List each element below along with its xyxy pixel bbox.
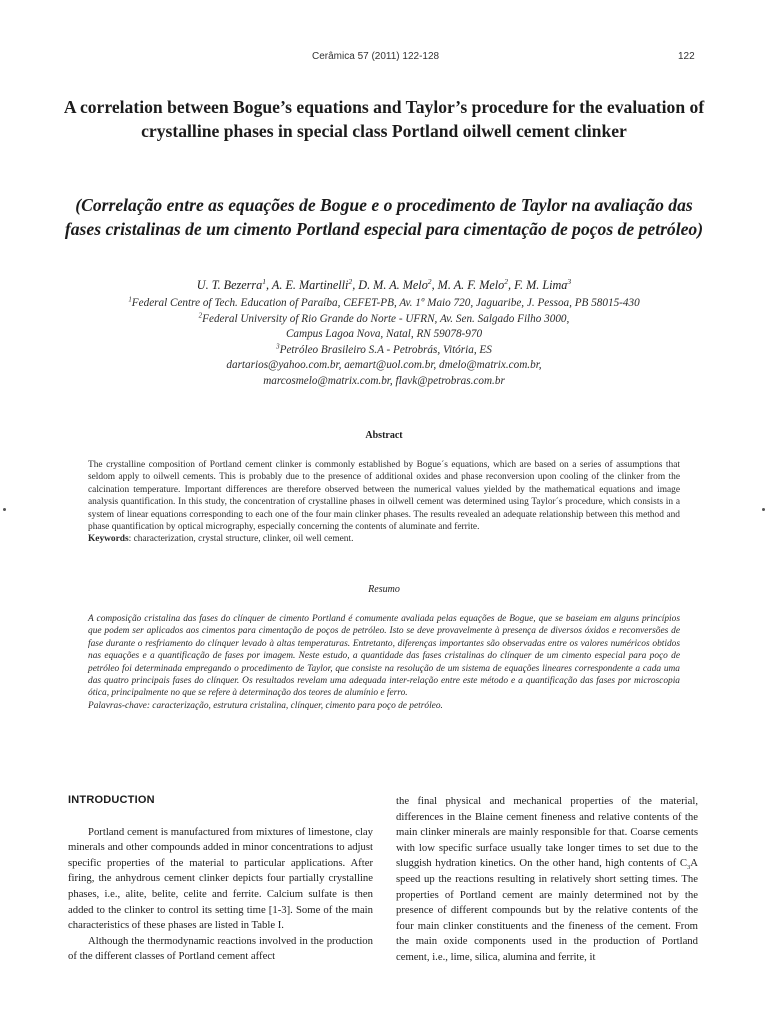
section-heading-introduction: INTRODUCTION xyxy=(68,794,155,806)
scan-edge-mark-left xyxy=(3,508,6,511)
affiliations xyxy=(60,296,708,390)
abstract-heading: Abstract xyxy=(365,430,403,441)
author-separator: , xyxy=(431,278,438,292)
affiliation-text: Federal University of Rio Grande do Norte - UFRN, Av. Sen. Salgado Filho 3000, xyxy=(202,312,570,325)
body-paragraph: Although the thermodynamic reactions involved in the production of the different classes of Portland cement affect xyxy=(68,934,373,963)
affiliation-1 xyxy=(60,296,708,312)
resumo-text: A composição cristalina das fases do clínquer de cimento Portland é comumente avaliada pelas equações de Bogue, que se baseiam em alguns princípios que podem ser aplicados aos cimentos para cimentação de poços de petróleo. Isto se deve provavelmente à presença de diversos óxidos e reconversões de fase durante o resfriamento do clínquer levado à altas temperaturas. Entretanto, diferenças importantes são observadas entre os valores numéricos obtidos nas equações e a quantificação de fases por imagem. Neste estudo, a quantidade das fases cristalinas do clínquer de um cimento especial para poço de petróleo foi determinada empregando o procedimento de Taylor, que consiste na resolução de um sistema de equações lineares correspondente a cada uma das quatro principais fases do clínquer. Os resultados revelam uma adequada inter-relação entre este método e a quantificação das fases por microscopia ótica, principalmente no que se refere à determinação dos teores de alumínio e ferro. xyxy=(88,614,680,699)
author-affiliation-mark: 2 xyxy=(427,276,432,286)
affiliation-text: Petróleo Brasileiro S.A - Petrobrás, Vitória, ES xyxy=(279,343,492,356)
palavras-chave-text: Palavras-chave: caracterização, estrutura cristalina, clínquer, cimento para poço de petróleo. xyxy=(88,700,443,711)
author-affiliation-mark: 2 xyxy=(504,276,509,286)
page-number: 122 xyxy=(678,51,695,62)
affiliation-2-cont: Campus Lagoa Nova, Natal, RN 59078-970 xyxy=(285,328,483,341)
scan-edge-mark-right xyxy=(762,508,765,511)
author-emails-line2: marcosmelo@matrix.com.br, flavk@petrobras.com.br xyxy=(263,374,505,387)
keywords-text: : characterization, crystal structure, clinker, oil well cement. xyxy=(128,534,354,545)
body-paragraph-continued xyxy=(396,794,698,966)
body-text: the final physical and mechanical properties of the material, differences in the Blaine cement fineness and relative contents of the main clinker minerals are mainly responsible for that. Coarse cements with low specific surface usually take longer times to set due to the sluggish hydration kinetics. On the other hand, high contents of C xyxy=(396,795,698,870)
affiliation-number: 1 xyxy=(128,295,132,304)
author-list xyxy=(60,277,708,293)
resumo-heading: Resumo xyxy=(368,584,400,595)
author-name: A. E. Martinelli xyxy=(271,278,349,292)
abstract-body xyxy=(88,459,680,546)
author-name: D. M. A. Melo xyxy=(358,278,428,292)
body-column-left xyxy=(68,793,373,965)
body-text: A speed up the reactions resulting in relatively short setting times. The properties of Portland cement are mainly determined not by the presence of different compounds but by the relative contents of the four main clinker constituents and the fineness of the cement. From the main oxide components used in the production of Portland cement, i.e., lime, silica, alumina and ferrite, it xyxy=(396,857,698,963)
author-affiliation-mark: 3 xyxy=(567,276,572,286)
affiliation-2 xyxy=(60,312,708,328)
affiliation-number: 3 xyxy=(276,342,280,351)
article-title: A correlation between Bogue’s equations and Taylor’s procedure for the evaluation of crystalline phases in special class Portland oilwell cement clinker xyxy=(63,97,705,141)
author-name: M. A. F. Melo xyxy=(437,278,505,292)
resumo-body xyxy=(88,613,680,712)
affiliation-text: Federal Centre of Tech. Education of Paraíba, CEFET-PB, Av. 1º Maio 720, Jaguaribe, J. Pessoa, PB 58015-430 xyxy=(131,297,640,309)
affiliation-3 xyxy=(60,343,708,359)
author-separator: , xyxy=(508,278,515,292)
author-affiliation-mark: 1 xyxy=(262,276,267,286)
affiliation-number: 2 xyxy=(198,310,203,319)
subscript: 3 xyxy=(686,864,691,872)
abstract-text: The crystalline composition of Portland cement clinker is commonly established by Bogue´s equations, which are based on a series of assumptions that seldom apply to oilwell cements. This is probably due to the presence of additional oxides and phase reconversion upon cooling of the clinker from the calcination temperature. Important differences are therefore observed between the numerical values yielded by the mathematical equations and image analysis quantification. In this study, the concentration of crystalline phases in oilwell cement was determined using Taylor´s procedure, which consists in a system of linear equations corresponding to each one of the four main clinker phases. The results revealed an adequate relationship between this method and phase quantification by optical micrography, especially concerning the contents of aluminate and ferrite. xyxy=(88,460,680,533)
author-name: F. M. Lima xyxy=(514,278,568,292)
author-separator: , xyxy=(352,278,359,292)
author-emails-line1: dartarios@yahoo.com.br, aemart@uol.com.br, dmelo@matrix.com.br, xyxy=(226,359,542,372)
article-title-portuguese: (Correlação entre as equações de Bogue e o procedimento de Taylor na avaliação das fases cristalinas de um cimento Portland especial para cimentação de poços de petróleo) xyxy=(64,195,704,239)
author-name: U. T. Bezerra xyxy=(196,278,263,292)
keywords-label: Keywords xyxy=(88,534,129,545)
body-column-right xyxy=(396,794,698,966)
body-paragraph: Portland cement is manufactured from mixtures of limestone, clay minerals and other compounds added in minor concentrations to adjust specific properties of the material to particular applications. After firing, the anhydrous cement clinker depicts four partially crystalline phases, i.e., alite, belite, celite and ferrite. Calcium sulfate is then added to the clinker to control its setting time [1-3]. Some of the main characteristics of these phases are listed in Table I. xyxy=(68,825,373,932)
author-affiliation-mark: 2 xyxy=(348,276,353,286)
author-separator: , xyxy=(266,278,272,292)
journal-reference: Cerâmica 57 (2011) 122-128 xyxy=(312,51,440,62)
